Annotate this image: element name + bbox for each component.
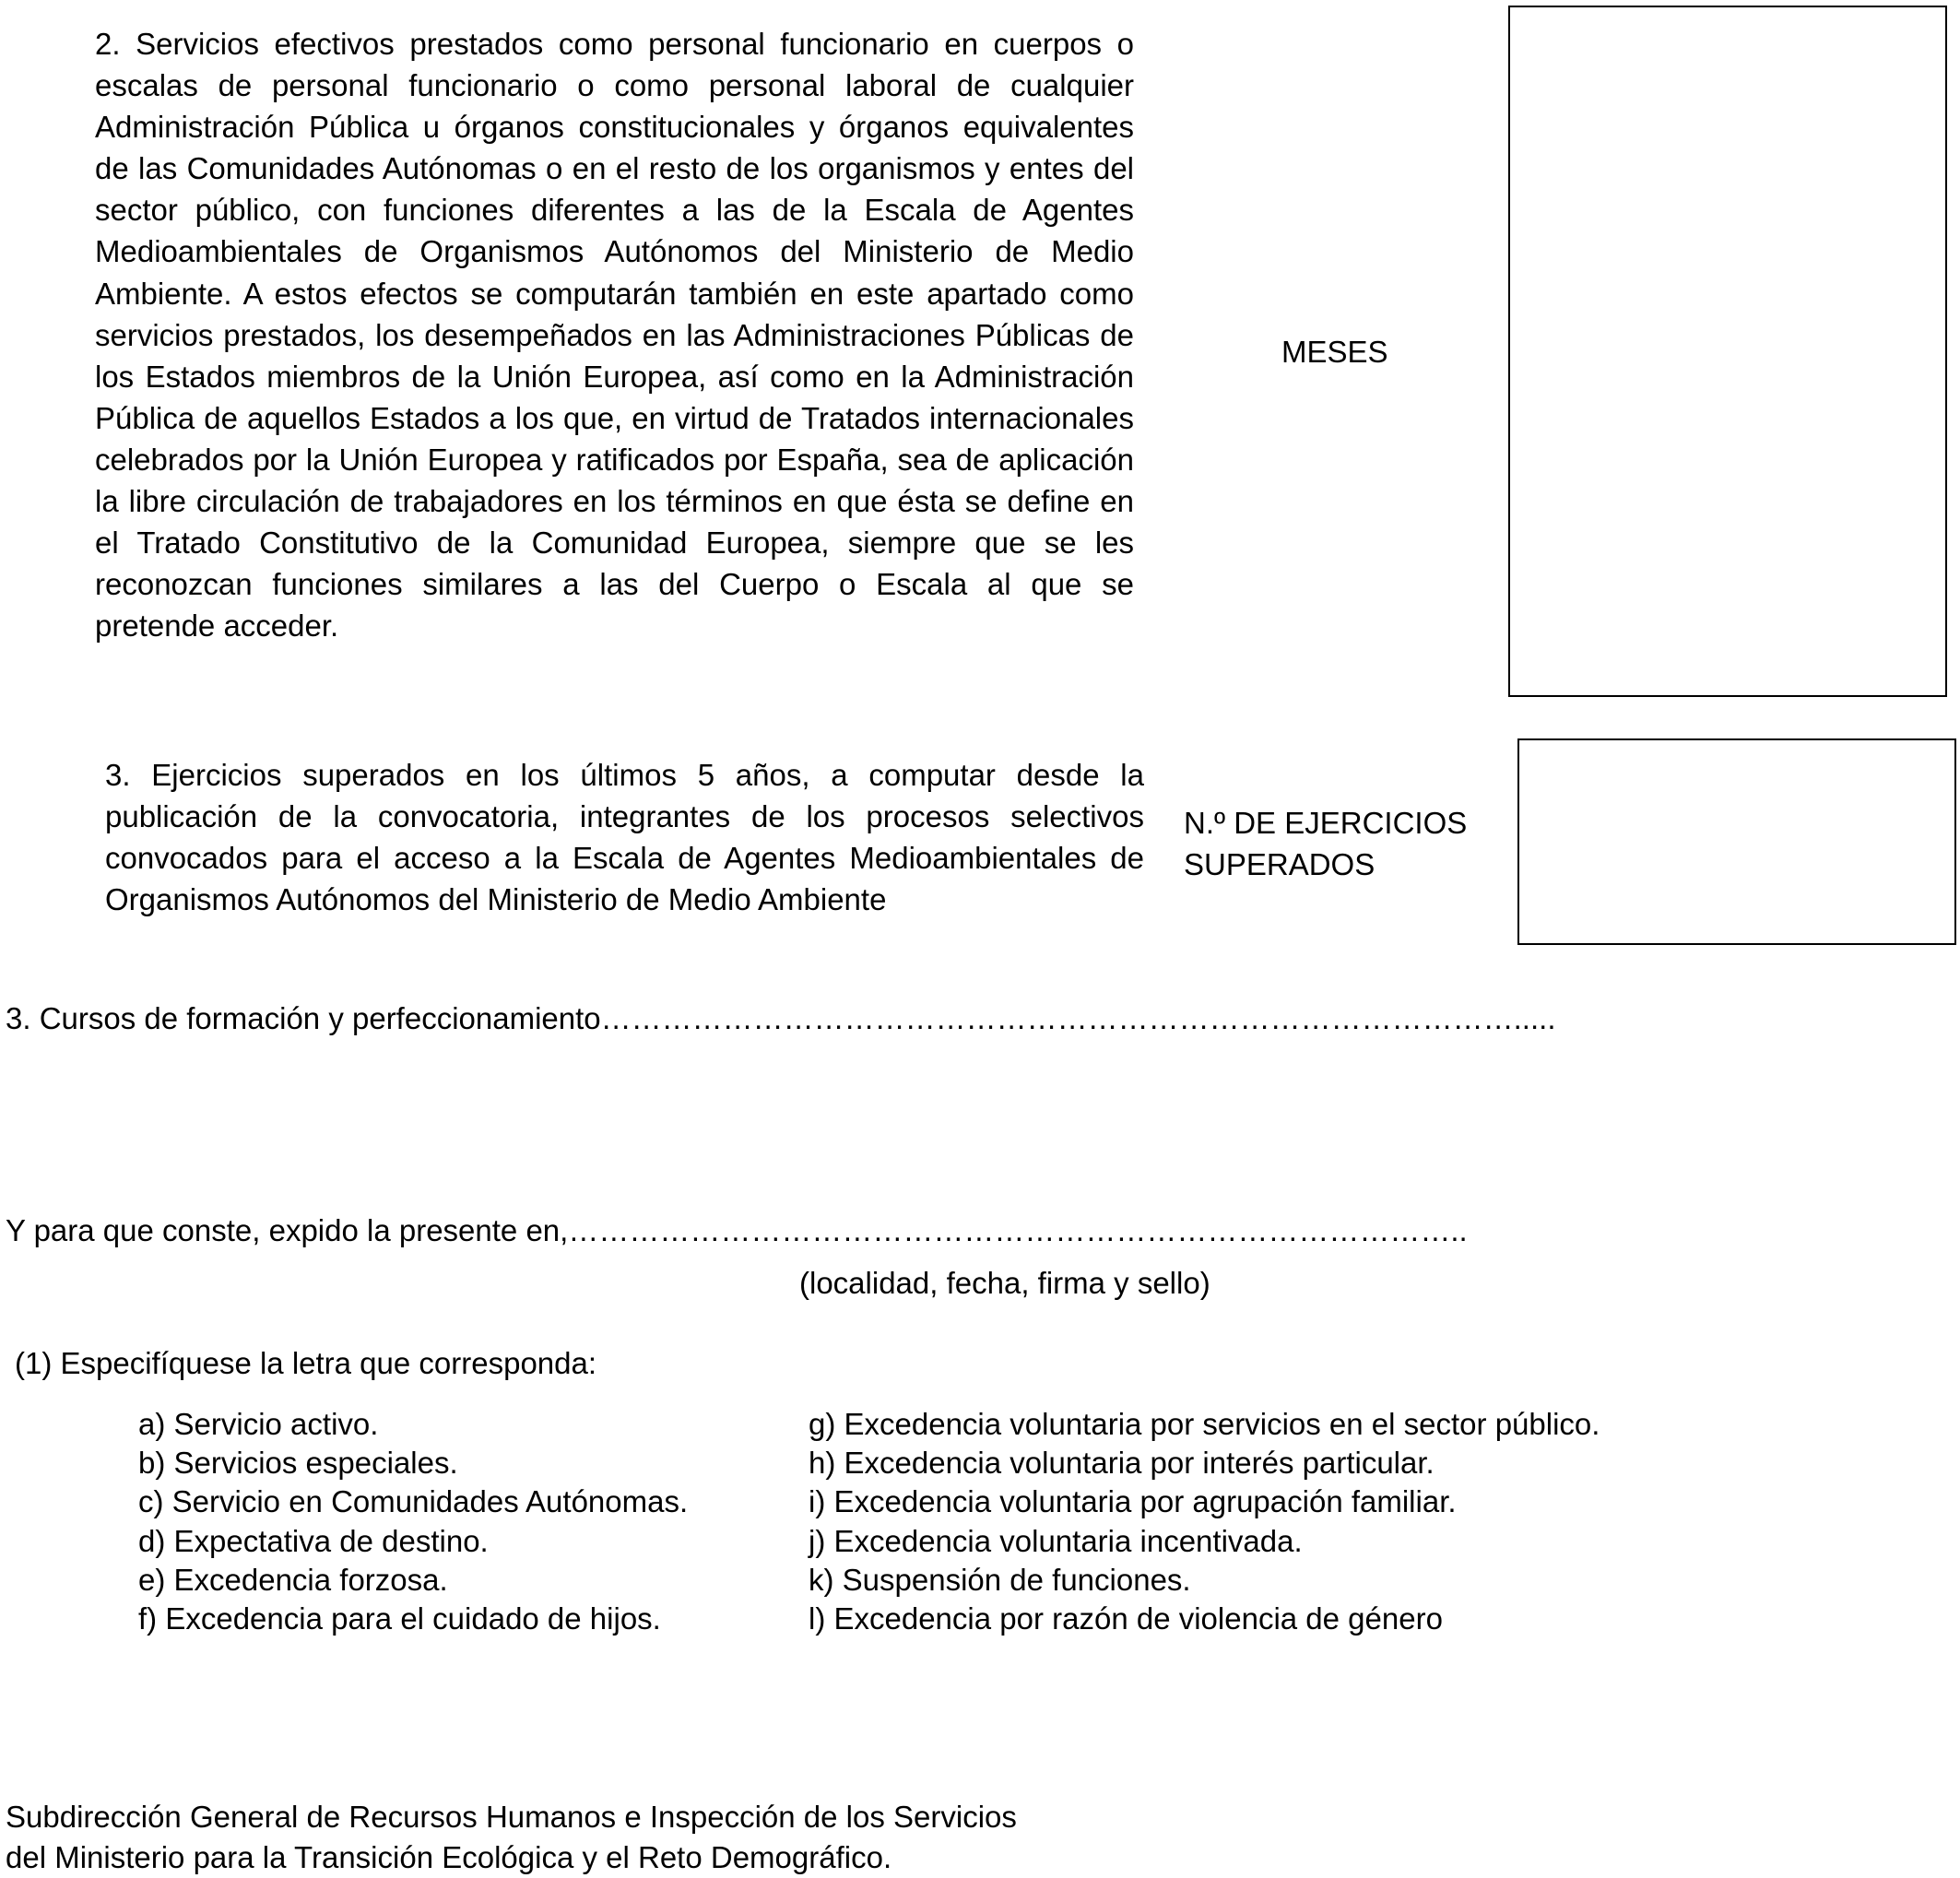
- ejercicios-input-box[interactable]: [1517, 738, 1956, 945]
- list-item: k) Suspensión de funciones.: [809, 1562, 1191, 1597]
- list-item: c) Servicio en Comunidades Autónomas.: [138, 1484, 689, 1519]
- nota-especifiquese: (1) Especifíquese la letra que corresponda:: [15, 1346, 597, 1380]
- cursos-line: 3. Cursos de formación y perfeccionamiento……………………………………………………………………………….....: [6, 1001, 1556, 1035]
- merito-2-text: 2. Servicios efectivos prestados como personal funcionario en cuerpos o escalas de personal funcionario o como personal laboral de cualquier Administración Pública u órganos constitucionales y órganos equivalentes de las Comunidades Autónomas o en el resto de los organismos y entes del sector público, con funciones diferentes a las de la Escala de Agentes Medioambientales de Organismos Autónomos del Ministerio de Medio Ambiente. A estos efectos se computarán también en este apartado como servicios prestados, los desempeñados en las Administraciones Públicas de los Estados miembros de la Unión Europea, así como en la Administración Pública de aquellos Estados a los que, en virtud de Tratados internacionales celebrados por la Unión Europea y ratificados por España, sea de aplicación la libre circulación de trabajadores en los términos en que ésta se define en el Tratado Constitutivo de la Comunidad Europea, siempre que se les reconozcan funciones similares a las del Cuerpo o Escala al que se pretende acceder.: [95, 27, 1134, 644]
- footer-organismo: [6, 1797, 1017, 1878]
- list-item: a) Servicio activo.: [138, 1407, 379, 1441]
- meses-label: MESES: [1281, 335, 1388, 369]
- list-item: l) Excedencia por razón de violencia de género: [809, 1601, 1443, 1636]
- certificacion-line: Y para que conste, expido la presente en,……………………………………………………………………………..: [6, 1213, 1468, 1247]
- footer-line-2: del Ministerio para la Transición Ecológica y el Reto Demográfico.: [6, 1840, 892, 1874]
- list-item: e) Excedencia forzosa.: [138, 1562, 448, 1597]
- list-item: d) Expectativa de destino.: [138, 1523, 489, 1558]
- ejercicios-label-line1: N.º DE EJERCICIOS: [1184, 806, 1468, 840]
- list-item: j) Excedencia voluntaria incentivada.: [809, 1523, 1303, 1558]
- list-item: f) Excedencia para el cuidado de hijos.: [138, 1601, 661, 1636]
- situaciones-list-left: [138, 1405, 784, 1638]
- list-item: g) Excedencia voluntaria por servicios en el sector público.: [809, 1407, 1600, 1441]
- footer-line-1: Subdirección General de Recursos Humanos e Inspección de los Servicios: [6, 1800, 1017, 1834]
- merito-3-text: 3. Ejercicios superados en los últimos 5 años, a computar desde la publicación de la convocatoria, integrantes de los procesos selectivos convocados para el acceso a la Escala de Agentes Medioambientales de Organismos Autónomos del Ministerio de Medio Ambiente: [105, 758, 1144, 916]
- list-item: i) Excedencia voluntaria por agrupación familiar.: [809, 1484, 1457, 1519]
- firma-caption: (localidad, fecha, firma y sello): [799, 1266, 1210, 1300]
- list-item: b) Servicios especiales.: [138, 1446, 458, 1481]
- list-item: h) Excedencia voluntaria por interés particular.: [809, 1446, 1435, 1481]
- ejercicios-label-line2: SUPERADOS: [1184, 847, 1376, 881]
- meses-input-box[interactable]: [1508, 6, 1947, 697]
- situaciones-list-right: [809, 1405, 1933, 1638]
- ejercicios-superados-label: [1184, 802, 1516, 885]
